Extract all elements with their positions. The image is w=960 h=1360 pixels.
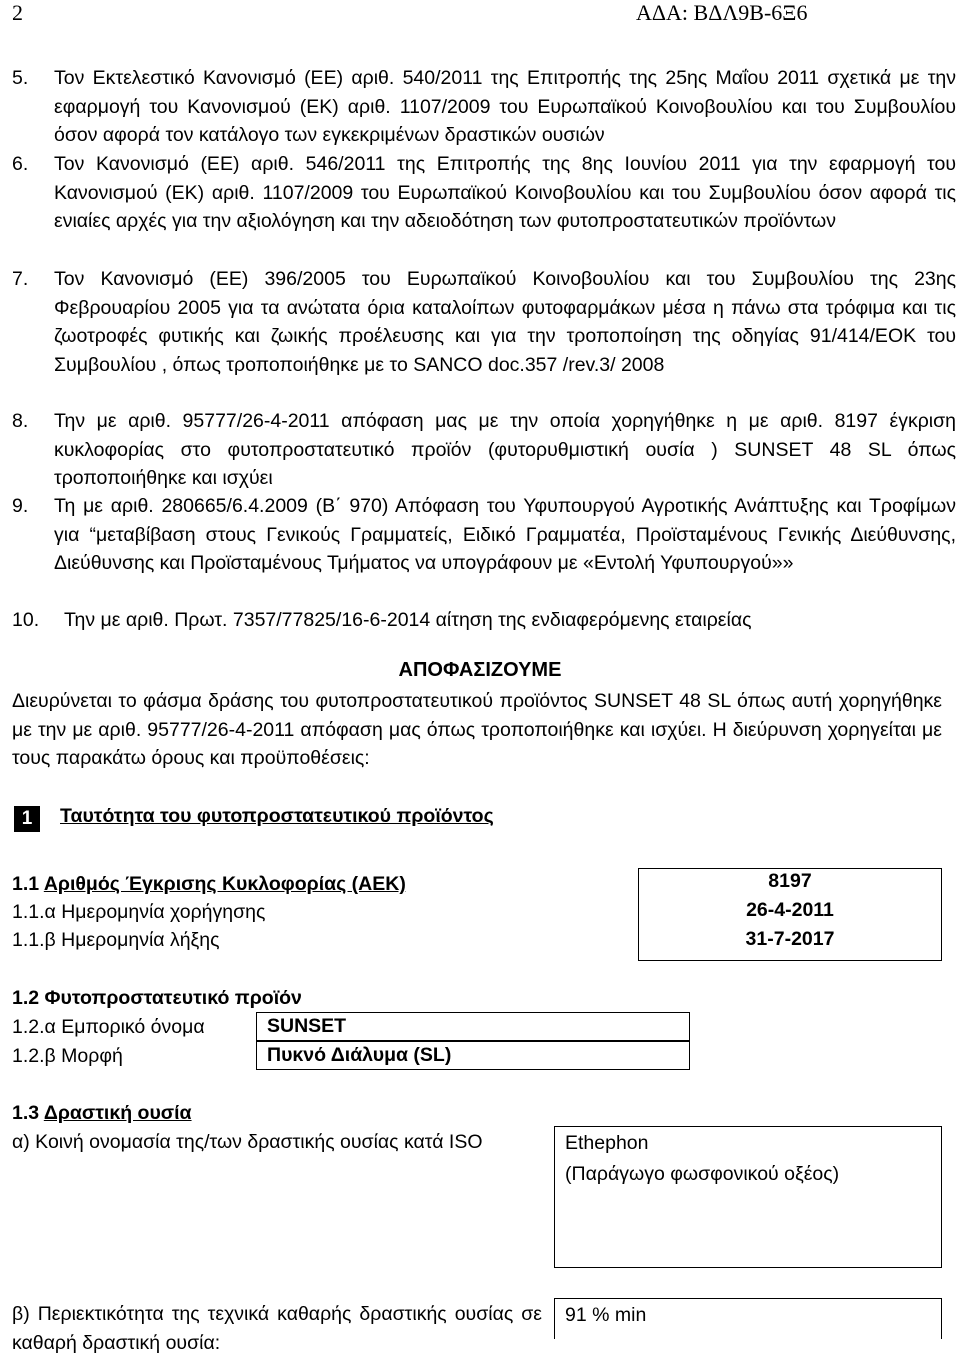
reference-text: Τον Εκτελεστικό Κανονισμό (ΕΕ) αριθ. 540/2011 της Επιτροπής της 25ης Μαΐου 2011 σχετικά με την εφαρμογή του Κανονισμού (ΕΚ) αριθ. 1107/2009 του Ευρωπαϊκού Κοινοβουλίου και του Συμβουλίου όσον αφορά τον κατάλογο των εγκεκριμένων δραστικών ουσιών <box>54 67 956 146</box>
grant-date-label: 1.1.α Ημερομηνία χορήγησης <box>12 901 266 923</box>
reference-item <box>12 265 956 379</box>
reference-number: 8. <box>12 410 29 432</box>
trade-name-box <box>256 1012 690 1041</box>
aek-values-box <box>638 868 942 961</box>
reference-item <box>12 150 956 236</box>
iso-name-label: α) Κοινή ονομασία της/των δραστικής ουσίας κατά ISO <box>12 1131 483 1153</box>
section-title: Ταυτότητα του φυτοπροστατευτικού προϊόντος <box>60 805 494 827</box>
aek-label-text: Αριθμός Έγκρισης Κυκλοφορίας (ΑΕΚ) <box>43 873 406 895</box>
reference-text: Τον Κανονισμό (ΕΕ) αριθ. 546/2011 της Επιτροπής της 8ης Ιουνίου 2011 για την εφαρμογή του Κανονισμού (ΕΚ) αριθ. 1107/2009 του Ευρωπαϊκού Κοινοβουλίου και του Συμβουλίου όσον αφορά τις ενιαίες αρχές για την αξιολόγηση και την αδειοδότηση των φυτοπροστατευτικών προϊόντων <box>54 153 956 232</box>
purity-box <box>554 1298 942 1339</box>
reference-number: 10. <box>12 609 40 631</box>
reference-text: Τη με αριθ. 280665/6.4.2009 (Β΄ 970) Απόφαση του Υφυπουργού Αγροτικής Ανάπτυξης και Τροφίμων για “μεταβίβαση στους Γενικούς Γραμματείς, Ειδικό Γραμματέα, Προϊσταμένους Γενικής Διεύθυνσης, Διεύθυνσης και Προϊσταμένους Τμήματος να υπογράφουν με «Εντολή Υφυπουργού»» <box>54 495 956 574</box>
form-box <box>256 1041 690 1070</box>
reference-number: 9. <box>12 495 29 517</box>
decision-title: ΑΠΟΦΑΣΙΖΟΥΜΕ <box>398 659 562 681</box>
reference-number: 7. <box>12 268 29 290</box>
expiry-date-label: 1.1.β Ημερομηνία λήξης <box>12 929 220 951</box>
ada-code: ΑΔΑ: ΒΔΛ9Β-6Ξ6 <box>636 0 808 25</box>
form-value: Πυκνό Διάλυμα (SL) <box>267 1044 452 1066</box>
reference-number: 6. <box>12 153 29 175</box>
page-number: 2 <box>12 0 23 25</box>
iso-name-description: (Παράγωγο φωσφονικού οξέος) <box>565 1162 840 1185</box>
reference-item <box>12 492 956 578</box>
reference-text: Την με αριθ. 95777/26-4-2011 απόφαση μας με την οποία χορηγήθηκε η με αριθ. 8197 έγκριση κυκλοφορίας στο φυτοπροστατευτικό προϊόν (φυτορυθμιστική ουσία ) SUNSET 48 SL όπως τροποποιήθηκε και ισχύει <box>54 410 956 489</box>
trade-name-label: 1.2.α Εμπορικό όνομα <box>12 1016 205 1038</box>
expiry-date-value: 31-7-2017 <box>745 928 835 950</box>
purity-label: β) Περιεκτικότητα της τεχνικά καθαρής δραστικής ουσίας σε καθαρή δραστική ουσία: <box>12 1303 542 1354</box>
reference-item <box>12 64 956 150</box>
aek-label: 1.1 Αριθμός Έγκρισης Κυκλοφορίας (ΑΕΚ) <box>12 873 406 895</box>
iso-name-value: Ethephon <box>565 1132 649 1154</box>
active-substance-title-text: Δραστική ουσία <box>43 1102 192 1124</box>
section-number-badge: 1 <box>14 806 40 832</box>
reference-text: Τον Κανονισμό (ΕΕ) 396/2005 του Ευρωπαϊκού Κοινοβουλίου και του Συμβουλίου της 23ης Φεβρουαρίου 2005 για τα ανώτατα όρια καταλοίπων φυτοφαρμάκων μέσα η πάνω στα τρόφιμα και τις ζωοτροφές φυτικής και ζωικής προέλευσης και για την τροποποίηση της οδηγίας 91/414/ΕΟΚ του Συμβουλίου , όπως τροποποιήθηκε με το SANCO doc.357 /rev.3/ 2008 <box>54 268 956 376</box>
active-substance-title: 1.3 Δραστική ουσία <box>12 1102 192 1124</box>
grant-date-value: 26-4-2011 <box>746 899 834 921</box>
reference-item <box>12 407 956 493</box>
decision-text: Διευρύνεται το φάσμα δράσης του φυτοπροστατευτικού προϊόντος SUNSET 48 SL όπως αυτή χορηγήθηκε με την με αριθ. 95777/26-4-2011 απόφαση μας όπως τροποποιήθηκε και ισχύει. Η διεύρυνση χορηγείται με τους παρακάτω όρους και προϋποθέσεις: <box>12 690 942 769</box>
reference-text: Την με αριθ. Πρωτ. 7357/77825/16-6-2014 αίτηση της ενδιαφερόμενης εταιρείας <box>64 609 752 631</box>
form-label: 1.2.β Μορφή <box>12 1045 123 1067</box>
product-title: 1.2 Φυτοπροστατευτικό προϊόν <box>12 987 302 1009</box>
iso-name-box <box>554 1126 942 1268</box>
reference-item <box>12 606 956 635</box>
trade-name-value: SUNSET <box>267 1015 347 1037</box>
reference-number: 5. <box>12 67 29 89</box>
aek-value: 8197 <box>768 870 812 892</box>
purity-value: 91 % min <box>565 1304 647 1326</box>
